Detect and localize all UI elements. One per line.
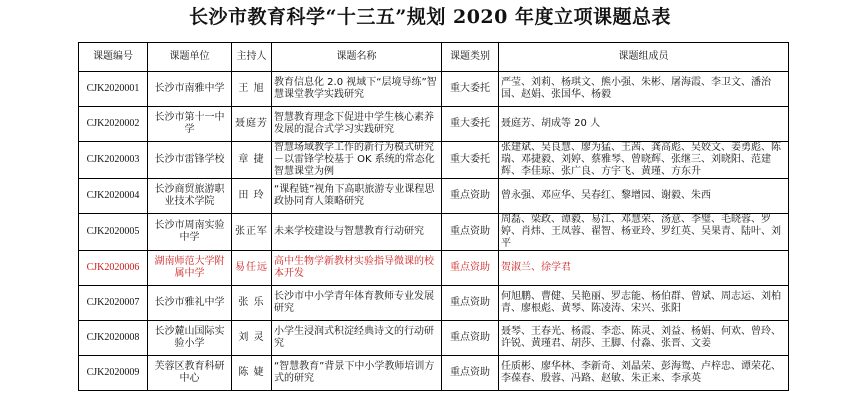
cell-name: 智慧教育理念下促进中学生核心素养发展的混合式学习实践研究: [272, 107, 442, 142]
cell-type: 重点资助: [442, 321, 499, 356]
table-row: [79, 179, 789, 214]
header-unit: 课题单位: [148, 43, 232, 72]
cell-unit: 长沙市雷锋学校: [148, 142, 232, 179]
cell-unit: 湖南师范大学附属中学: [148, 251, 232, 286]
cell-code: CJK2020001: [79, 72, 148, 107]
cell-name: 未来学校建设与智慧教育行动研究: [272, 214, 442, 251]
table-row: [79, 356, 789, 391]
projects-table: [78, 42, 789, 391]
cell-type: 重点资助: [442, 179, 499, 214]
cell-members: 任质彬、廖华林、李新奇、刘晶荣、彭海鸳、卢梓忠、谭荣花、李葆春、殷蓉、冯路、赵敏、朱正来、李承英: [499, 356, 789, 391]
cell-members: 周磊、梁政、谭毅、易江、邓慧荣、汤意、李璧、毛晓蓉、罗婷、肖炜、王凤蓉、翟智、杨亚玲、罗红英、吴果青、陆叶、刘平: [499, 214, 789, 251]
cell-name: 教育信息化 2.0 视域下“层境导练”智慧课堂教学实践研究: [272, 72, 442, 107]
cell-unit: 长沙市周南实验中学: [148, 214, 232, 251]
cell-members: 聂琴、王春光、杨霞、李恋、陈灵、刘益、杨娟、何欢、曾玲、许锐、黄瑾君、胡莎、王脚、付淼、张晋、文姜: [499, 321, 789, 356]
cell-name: 智慧场域教学工作的新行为模式研究－以雷锋学校基于 OK 系统的常态化智慧课堂为例: [272, 142, 442, 179]
cell-type: 重点资助: [442, 286, 499, 321]
cell-name: 小学生浸润式积淀经典诗文的行动研究: [272, 321, 442, 356]
cell-lead: 陈 婕: [232, 356, 272, 391]
cell-lead: 张 乐: [232, 286, 272, 321]
cell-lead: 田 玲: [232, 179, 272, 214]
header-members: 课题组成员: [499, 43, 789, 72]
header-name: 课题名称: [272, 43, 442, 72]
cell-lead: 聂庭芳: [232, 107, 272, 142]
cell-type: 重大委托: [442, 72, 499, 107]
header-type: 课题类别: [442, 43, 499, 72]
cell-code: CJK2020005: [79, 214, 148, 251]
document-title: 长沙市教育科学“十三五”规划 2020 年度立项课题总表: [189, 6, 671, 28]
cell-type: 重点资助: [442, 214, 499, 251]
cell-name: 长沙市中小学青年体育教师专业发展研究: [272, 286, 442, 321]
cell-name: “智慧教育”背景下中小学教师培训方式的研究: [272, 356, 442, 391]
header-code: 课题编号: [79, 43, 148, 72]
cell-code: CJK2020008: [79, 321, 148, 356]
table-row: [79, 142, 789, 179]
table-row: [79, 214, 789, 251]
header-lead: 主持人: [232, 43, 272, 72]
cell-type: 重点资助: [442, 356, 499, 391]
cell-unit: 长沙麓山国际实验小学: [148, 321, 232, 356]
cell-unit: 芙蓉区教育科研中心: [148, 356, 232, 391]
cell-type: 重大委托: [442, 107, 499, 142]
cell-code: CJK2020007: [79, 286, 148, 321]
cell-members: 贺淑兰、徐学君: [499, 251, 789, 286]
cell-code: CJK2020003: [79, 142, 148, 179]
cell-members: 何旭鹏、曹健、吴艳丽、罗志能、杨伯群、曾斌、周志运、刘柏青、廖根彪、黄琴、陈凌涛、宋兴、张阳: [499, 286, 789, 321]
cell-type: 重大委托: [442, 142, 499, 179]
cell-name: 高中生物学新教材实验指导微课的校本开发: [272, 251, 442, 286]
table-row: [79, 286, 789, 321]
cell-lead: 易任远: [232, 251, 272, 286]
cell-lead: 章 捷: [232, 142, 272, 179]
table-row-highlighted: [79, 251, 789, 286]
cell-code: CJK2020009: [79, 356, 148, 391]
cell-code: CJK2020006: [79, 251, 148, 286]
cell-members: 聂庭芳、胡成等 20 人: [499, 107, 789, 142]
cell-type: 重点资助: [442, 251, 499, 286]
cell-lead: 张正军: [232, 214, 272, 251]
cell-unit: 长沙市雅礼中学: [148, 286, 232, 321]
cell-lead: 王 旭: [232, 72, 272, 107]
cell-unit: 长沙商贸旅游职业技术学院: [148, 179, 232, 214]
cell-name: “课程链”视角下高职旅游专业课程思政协同育人策略研究: [272, 179, 442, 214]
table-row: [79, 72, 789, 107]
cell-unit: 长沙市南雅中学: [148, 72, 232, 107]
cell-members: 严莹、刘莉、杨琪文、熊小强、朱彬、屠海霞、李卫文、潘治国、赵娟、张国华、杨毅: [499, 72, 789, 107]
table-row: [79, 107, 789, 142]
table-row: [79, 321, 789, 356]
cell-lead: 刘 灵: [232, 321, 272, 356]
cell-members: 曾永强、邓应华、吴春红、黎增园、谢毅、朱西: [499, 179, 789, 214]
cell-unit: 长沙市第十一中学: [148, 107, 232, 142]
cell-members: 张建斌、吴良慧、廖为猛、王茜、龚高彪、吴姣文、姜勇彪、陈瑞、邓捷毅、刘婷、蔡雅琴、曾晓辉、张继三、刘晓阳、范建辉、李佳琼、张广良、方宇飞、黄瑾、方东升: [499, 142, 789, 179]
table-header-row: [79, 43, 789, 72]
cell-code: CJK2020004: [79, 179, 148, 214]
cell-code: CJK2020002: [79, 107, 148, 142]
